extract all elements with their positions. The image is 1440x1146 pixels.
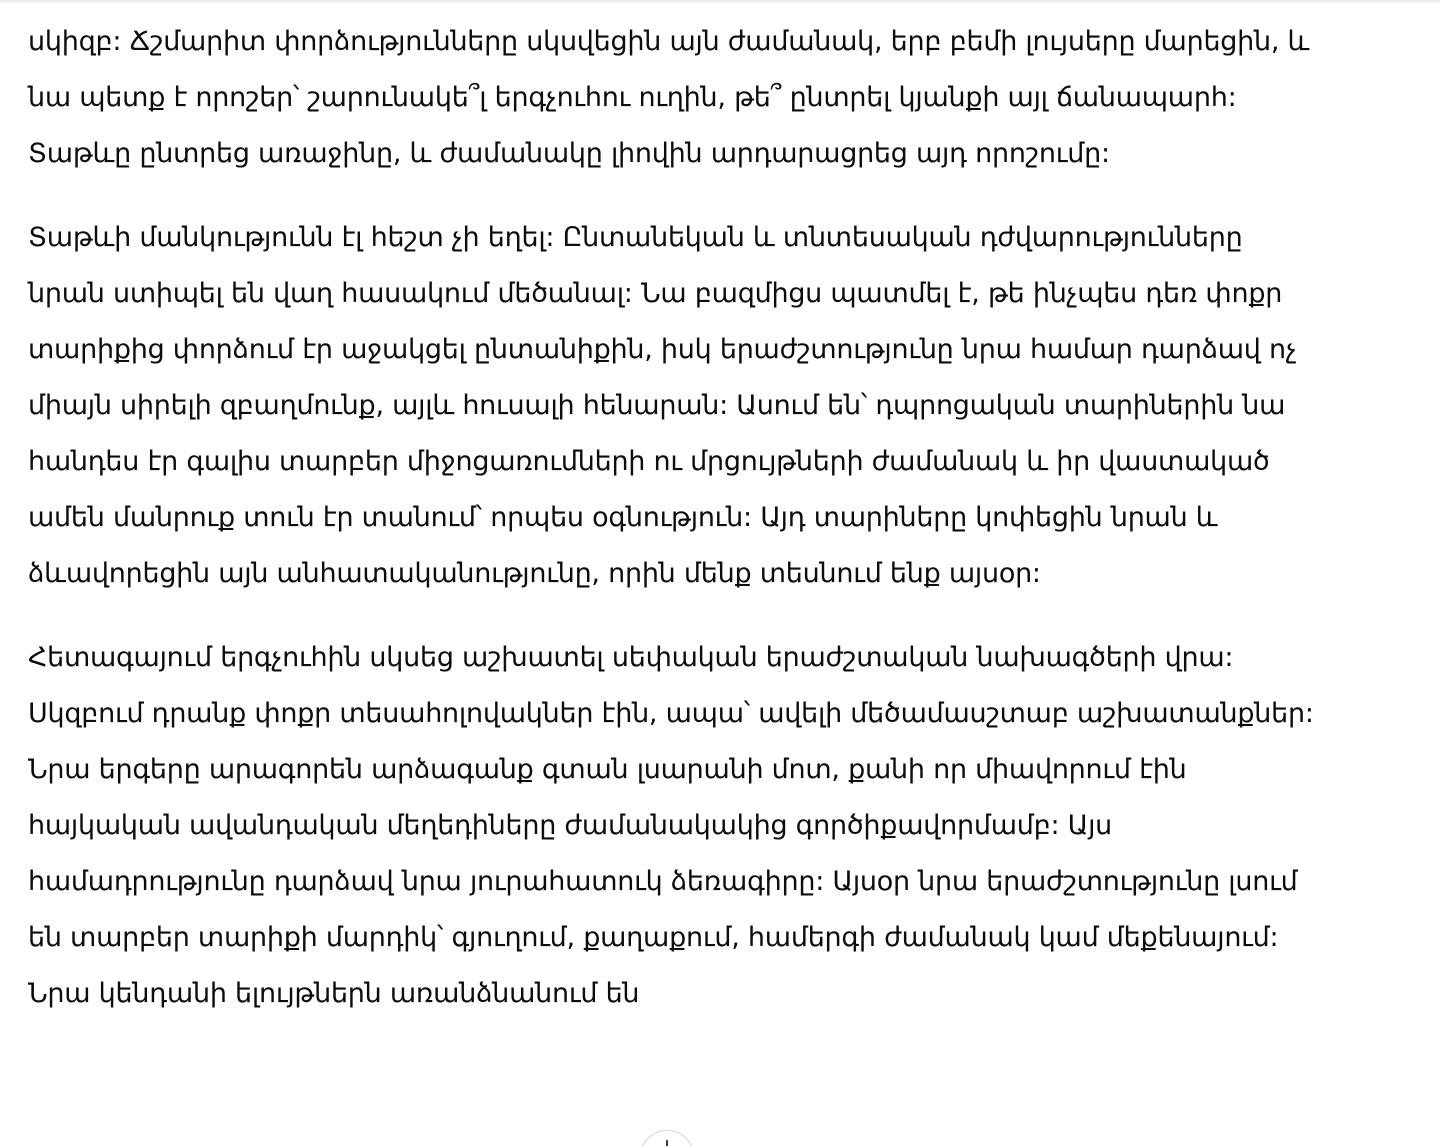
paragraph-2: Տաթևի մանկությունն էլ հեշտ չի եղել: Ընտանեկան և տնտեսական դժվարությունները նրան ստիպել են վաղ հասակում մեծանալ: Նա բազմիցս պատմել է, թե ինչպես դեռ փոքր տարիքից փորձում էր աջակցել ընտանիքին, իսկ երաժշտությունը նրա համար դարձավ ոչ միայն սիրելի զբաղմունք, այլև հուսալի հենարան: Ասում են՝ դպրոցական տարիներին նա հանդես էր գալիս տարբեր միջոցառումների ու մրցույթների ժամանակ և իր վաստակած ամեն մանրուք տուն էր տանում՝ որպես օգնություն: Այդ տարիները կոփեցին նրան և ձևավորեցին այն անհատականությունը, որին մենք տեսնում ենք այսօր: bbox=[28, 222, 1297, 589]
scroll-to-bottom-button[interactable] bbox=[640, 1130, 694, 1146]
chat-message-content bbox=[28, 14, 1318, 1050]
paragraph-3: Հետագայում երգչուհին սկսեց աշխատել սեփական երաժշտական նախագծերի վրա: Սկզբում դրանք փոքր տեսահոլովակներ էին, ապա՝ ավելի մեծամասշտաբ աշխատանքներ: Նրա երգերը արագորեն արձագանք գտան լսարանի մոտ, քանի որ միավորում էին հայկական ավանդական մեղեդիները ժամանակակից գործիքավորմամբ: Այս համադրությունը դարձավ նրա յուրահատուկ ձեռագիրը: Այսօր նրա երաժշտությունը լսում են տարբեր տարիքի մարդիկ՝ գյուղում, քաղաքում, համերգի ժամանակ կամ մեքենայում: Նրա կենդանի ելույթներն առանձնանում են bbox=[28, 642, 1314, 1009]
top-edge-shadow bbox=[0, 0, 1440, 4]
paragraph-1: սկիզբ: Ճշմարիտ փորձությունները սկսվեցին այն ժամանակ, երբ բեմի լույսերը մարեցին, և նա պետք է որոշեր՝ շարունակե՞լ երգչուհու ուղին, թե՞ ընտրել կյանքի այլ ճանապարհ: Տաթևը ընտրեց առաջինը, և ժամանակը լիովին արդարացրեց այդ որոշումը: bbox=[28, 26, 1310, 169]
arrow-down-icon bbox=[659, 1139, 675, 1146]
